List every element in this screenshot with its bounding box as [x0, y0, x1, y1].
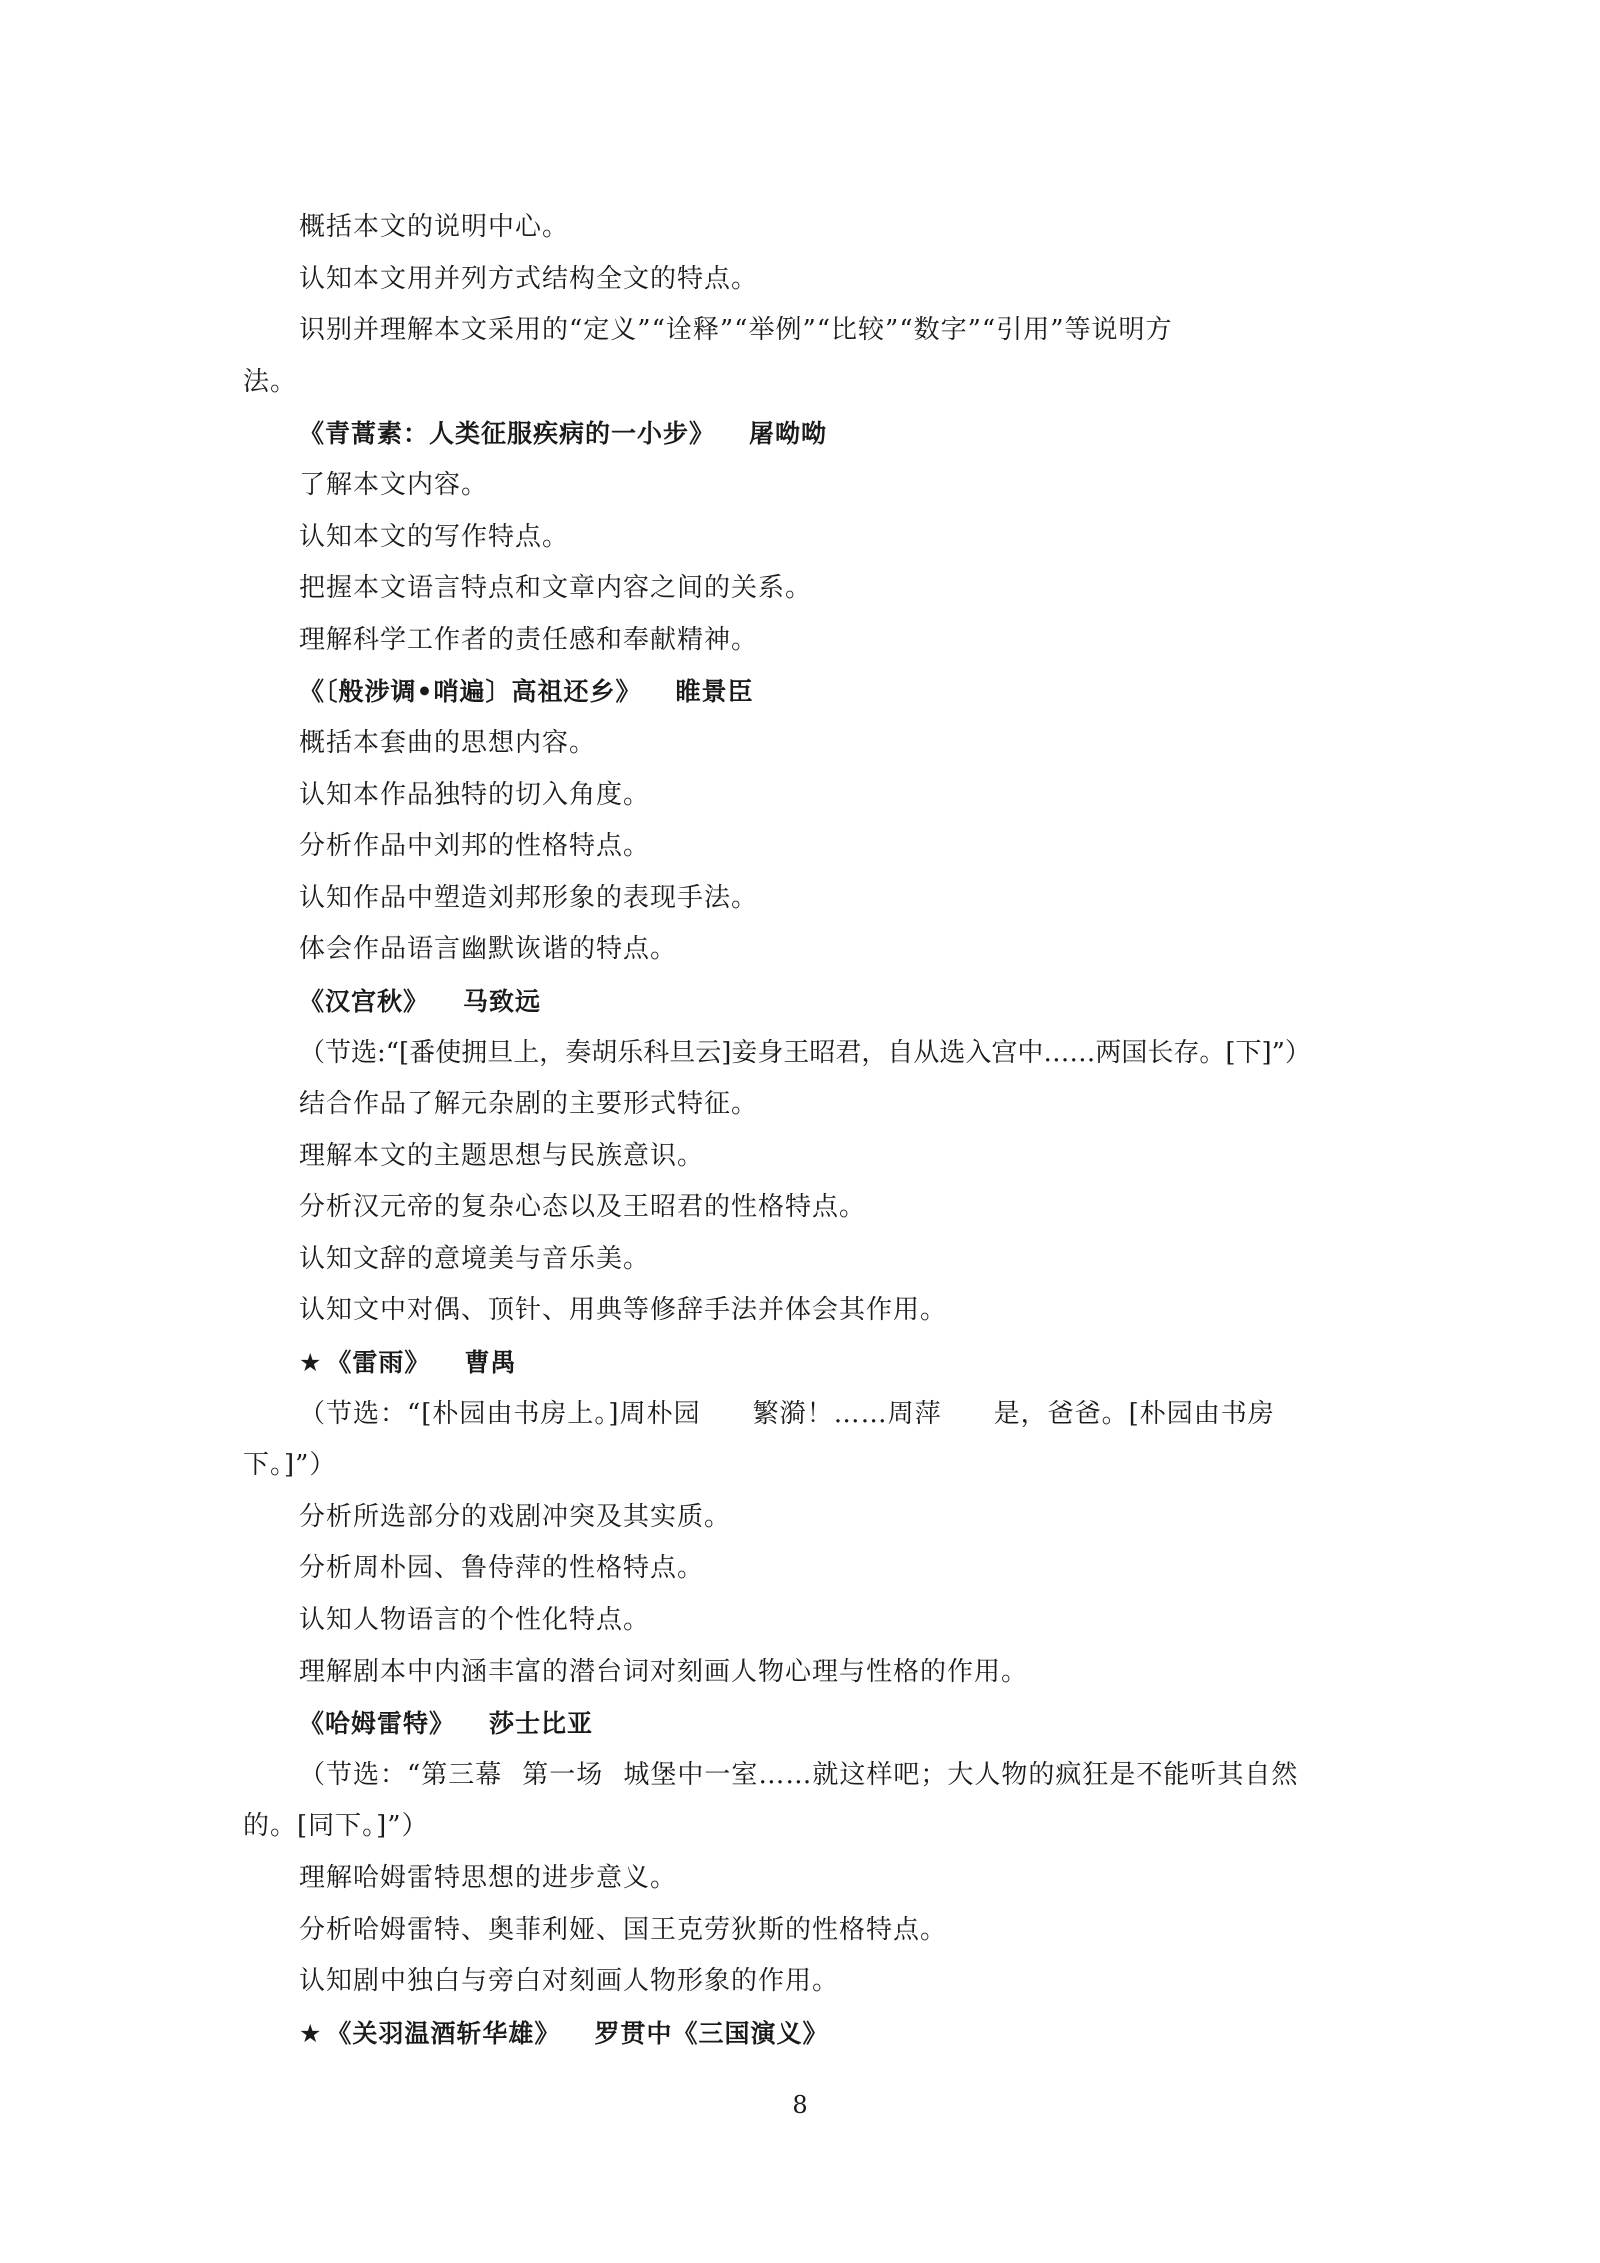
star-icon: ★ [299, 1348, 323, 1378]
objective-line: 认知文辞的意境美与音乐美。 [299, 1243, 651, 1274]
objective-line: 体会作品语言幽默诙谐的特点。 [299, 934, 678, 965]
star-icon: ★ [299, 2018, 323, 2048]
objective-line: 分析汉元帝的复杂心态以及王昭君的性格特点。 [299, 1192, 867, 1223]
work-author: 莎士比亚 [489, 1709, 594, 1739]
objective-line: 认知本文的写作特点。 [299, 521, 570, 552]
page-number: 8 [792, 2091, 808, 2119]
work-title: 《青蒿素：人类征服疾病的一小步》 [299, 419, 716, 449]
work-title: 《哈姆雷特》 [299, 1709, 456, 1739]
objective-line: 认知本文用并列方式结构全文的特点。 [299, 263, 759, 294]
objective-line: 理解本文的主题思想与民族意识。 [299, 1140, 705, 1171]
work-title: 《关羽温酒斩华雄》 [326, 2018, 561, 2048]
excerpt-note [243, 1750, 1363, 1802]
excerpt-text: （节选：“第三幕 [299, 1759, 503, 1790]
objective-line: 分析哈姆雷特、奥菲利娅、国王克劳狄斯的性格特点。 [299, 1914, 948, 1945]
work-heading [243, 408, 1363, 460]
objective-line: 概括本套曲的思想内容。 [299, 727, 597, 758]
objective-line: 分析作品中刘邦的性格特点。 [299, 831, 651, 862]
excerpt-text: 第一场 [522, 1759, 604, 1790]
objective-line: 认知人物语言的个性化特点。 [299, 1605, 651, 1636]
work-author: 马致远 [463, 986, 542, 1016]
page-content [243, 202, 1363, 2059]
work-heading [243, 1337, 1363, 1389]
objective-line: 了解本文内容。 [299, 469, 489, 500]
objective-line: 理解剧本中内涵丰富的潜台词对刻画人物心理与性格的作用。 [299, 1656, 1029, 1687]
work-author: 睢景臣 [675, 677, 754, 707]
work-author: 曹禺 [464, 1348, 517, 1378]
objective-line: 理解哈姆雷特思想的进步意义。 [299, 1863, 678, 1893]
objective-line: 认知本作品独特的切入角度。 [299, 779, 651, 810]
work-heading [243, 2008, 1363, 2060]
objective-line: 分析所选部分的戏剧冲突及其实质。 [299, 1501, 732, 1532]
objective-line: 认知文中对偶、顶针、用典等修辞手法并体会其作用。 [299, 1295, 948, 1326]
work-heading [243, 1698, 1363, 1750]
objective-line-continuation: 法。 [243, 366, 298, 397]
objective-line: 认知作品中塑造刘邦形象的表现手法。 [299, 882, 759, 913]
objective-line: 结合作品了解元杂剧的主要形式特征。 [299, 1089, 759, 1120]
objective-line: 分析周朴园、鲁侍萍的性格特点。 [299, 1553, 705, 1584]
excerpt-text: 城堡中一室……就这样吧；大人物的疯狂是不能听其自然 [623, 1759, 1299, 1790]
work-heading [243, 976, 1363, 1028]
excerpt-note: （节选:“[番使拥旦上，奏胡乐科旦云]妾身王昭君，自从选入宫中……两国长存。[下]”） [299, 1037, 1311, 1068]
excerpt-text: （节选：“[朴园由书房上。]周朴园 [299, 1398, 701, 1429]
excerpt-text: 繁漪！……周萍 [752, 1398, 942, 1429]
work-author: 罗贯中《三国演义》 [594, 2018, 829, 2048]
work-title: 《汉宫秋》 [299, 986, 430, 1016]
work-title: 《〔般涉调•哨遍〕高祖还乡》 [299, 677, 642, 707]
work-heading [243, 666, 1363, 718]
excerpt-note [243, 1389, 1363, 1441]
objective-line: 概括本文的说明中心。 [299, 212, 570, 242]
objective-line: 识别并理解本文采用的“定义”“诠释”“举例”“比较”“数字”“引用”等说明方 [299, 315, 1173, 346]
excerpt-note-continuation: 下。]”） [243, 1450, 337, 1481]
objective-line: 理解科学工作者的责任感和奉献精神。 [299, 624, 759, 655]
work-author: 屠呦呦 [749, 419, 828, 449]
objective-line: 认知剧中独白与旁白对刻画人物形象的作用。 [299, 1966, 840, 1997]
excerpt-note-continuation: 的。[同下。]”） [243, 1811, 429, 1842]
excerpt-text: 是，爸爸。[朴园由书房 [993, 1398, 1275, 1429]
work-title: 《雷雨》 [326, 1348, 431, 1378]
objective-line: 把握本文语言特点和文章内容之间的关系。 [299, 573, 813, 604]
